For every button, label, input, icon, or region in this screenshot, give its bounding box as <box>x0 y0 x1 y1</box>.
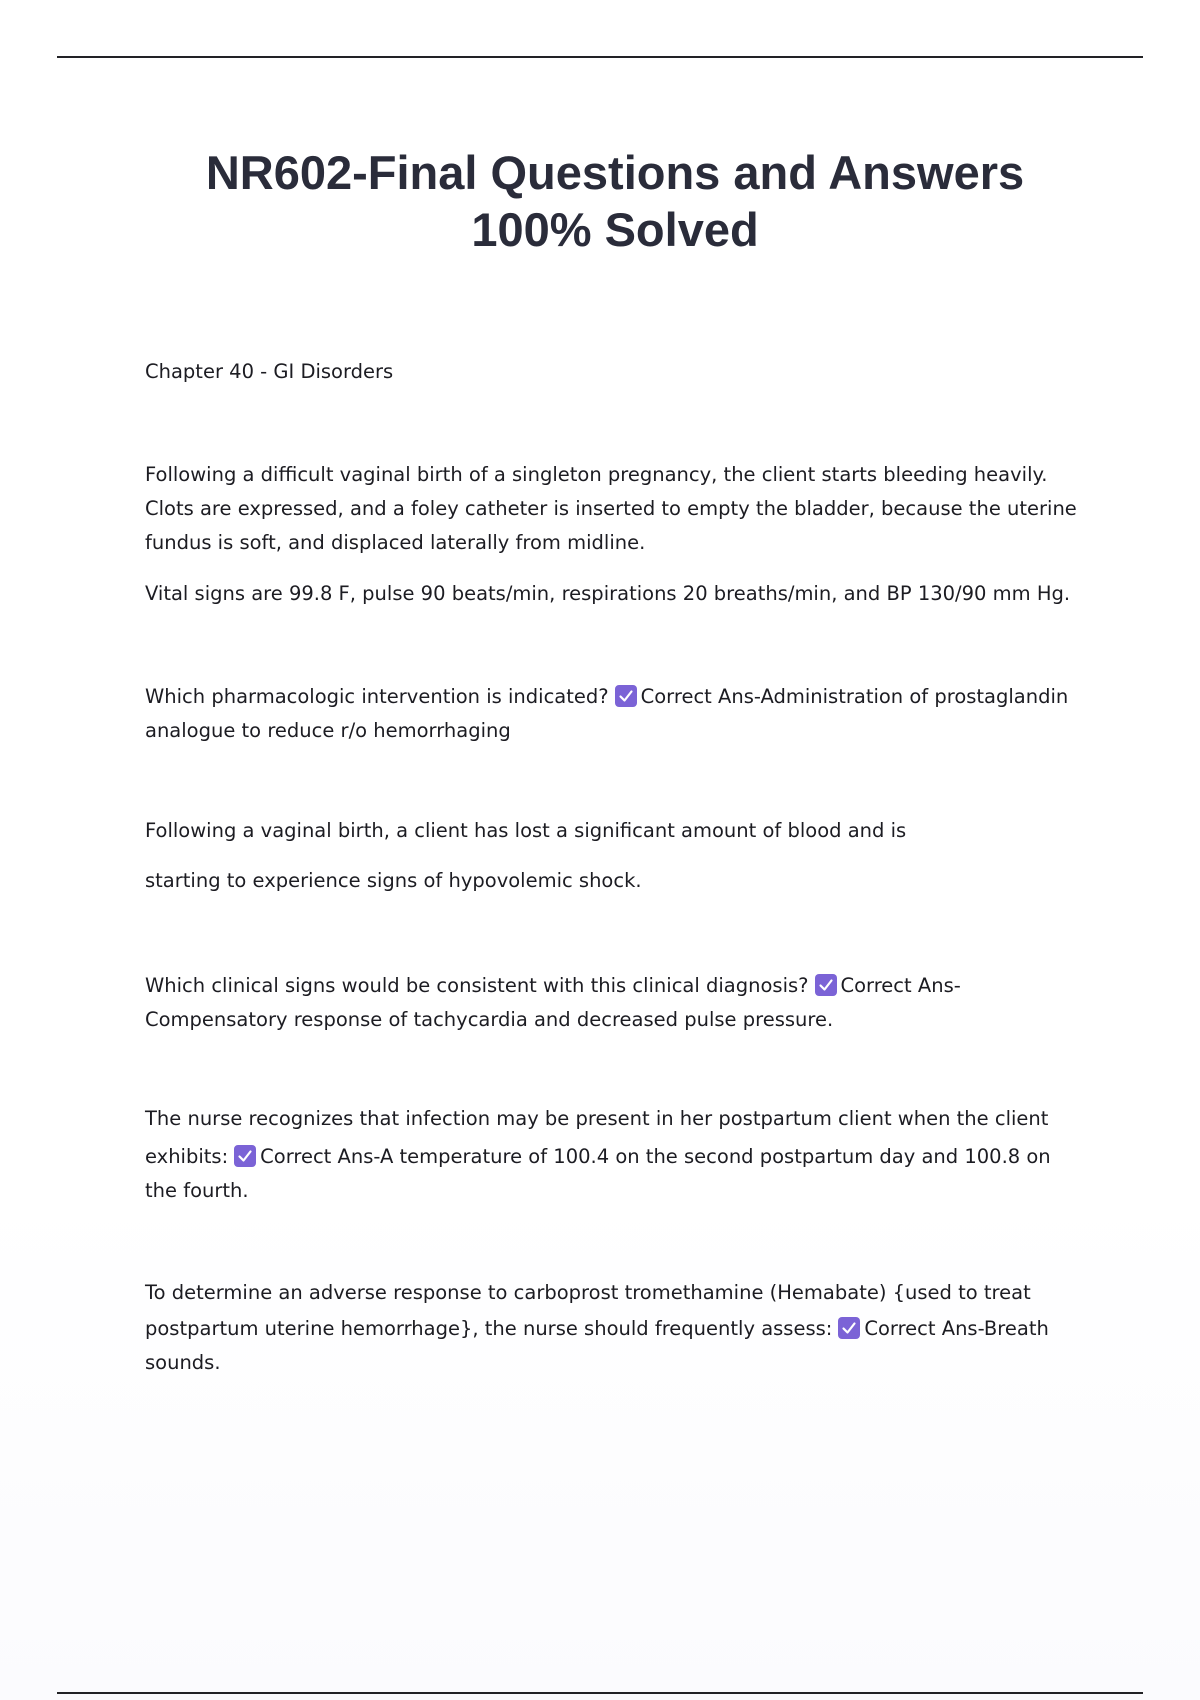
check-box-icon <box>815 974 837 996</box>
q1-vital-signs: Vital signs are 99.8 F, pulse 90 beats/min, respirations 20 breaths/min, and BP 130/90 mm Hg. <box>145 582 1071 605</box>
check-box-icon <box>234 1145 256 1167</box>
chapter-heading: Chapter 40 - GI Disorders <box>145 360 394 383</box>
q2-text-line-2: starting to experience signs of hypovolemic shock. <box>145 869 642 892</box>
q4-question-line <box>145 1316 1049 1342</box>
q1-text-line-1: Following a difficult vaginal birth of a singleton pregnancy, the client starts bleeding heavily. <box>145 463 1048 486</box>
q2-question: Which clinical signs would be consistent with this clinical diagnosis? <box>145 974 809 997</box>
q4-text-line-1: To determine an adverse response to carboprost tromethamine (Hemabate) {used to treat <box>145 1281 1031 1304</box>
q3-question: exhibits: <box>145 1145 229 1168</box>
q3-answer: Correct Ans-A temperature of 100.4 on the second postpartum day and 100.8 on <box>260 1145 1051 1168</box>
bottom-rule <box>57 1692 1143 1694</box>
title-line-2: 100% Solved <box>471 203 759 256</box>
q2-answer: Correct Ans- <box>840 974 961 997</box>
q2-text-line-1: Following a vaginal birth, a client has lost a significant amount of blood and is <box>145 819 907 842</box>
check-box-icon <box>838 1317 860 1339</box>
q3-text-line-1: The nurse recognizes that infection may be present in her postpartum client when the client <box>145 1107 1049 1130</box>
top-rule <box>57 56 1143 58</box>
q3-answer-continued: the fourth. <box>145 1179 249 1202</box>
q1-question-line <box>145 684 1068 710</box>
q1-answer: Correct Ans-Administration of prostaglandin <box>640 685 1069 708</box>
q2-question-line <box>145 973 961 999</box>
q1-text-line-2: Clots are expressed, and a foley catheter is inserted to empty the bladder, because the uterine <box>145 497 1077 520</box>
q4-answer: Correct Ans-Breath <box>864 1317 1049 1340</box>
q3-question-line <box>145 1144 1051 1170</box>
check-box-icon <box>615 685 637 707</box>
document-title <box>120 144 1110 258</box>
q1-question: Which pharmacologic intervention is indicated? <box>145 685 609 708</box>
q4-question: postpartum uterine hemorrhage}, the nurse should frequently assess: <box>145 1317 833 1340</box>
title-line-1: NR602-Final Questions and Answers <box>205 146 1025 199</box>
q1-text-line-3: fundus is soft, and displaced laterally from midline. <box>145 531 646 554</box>
q1-answer-continued: analogue to reduce r/o hemorrhaging <box>145 719 511 742</box>
q4-answer-continued: sounds. <box>145 1351 221 1374</box>
q2-answer-continued: Compensatory response of tachycardia and decreased pulse pressure. <box>145 1008 834 1031</box>
